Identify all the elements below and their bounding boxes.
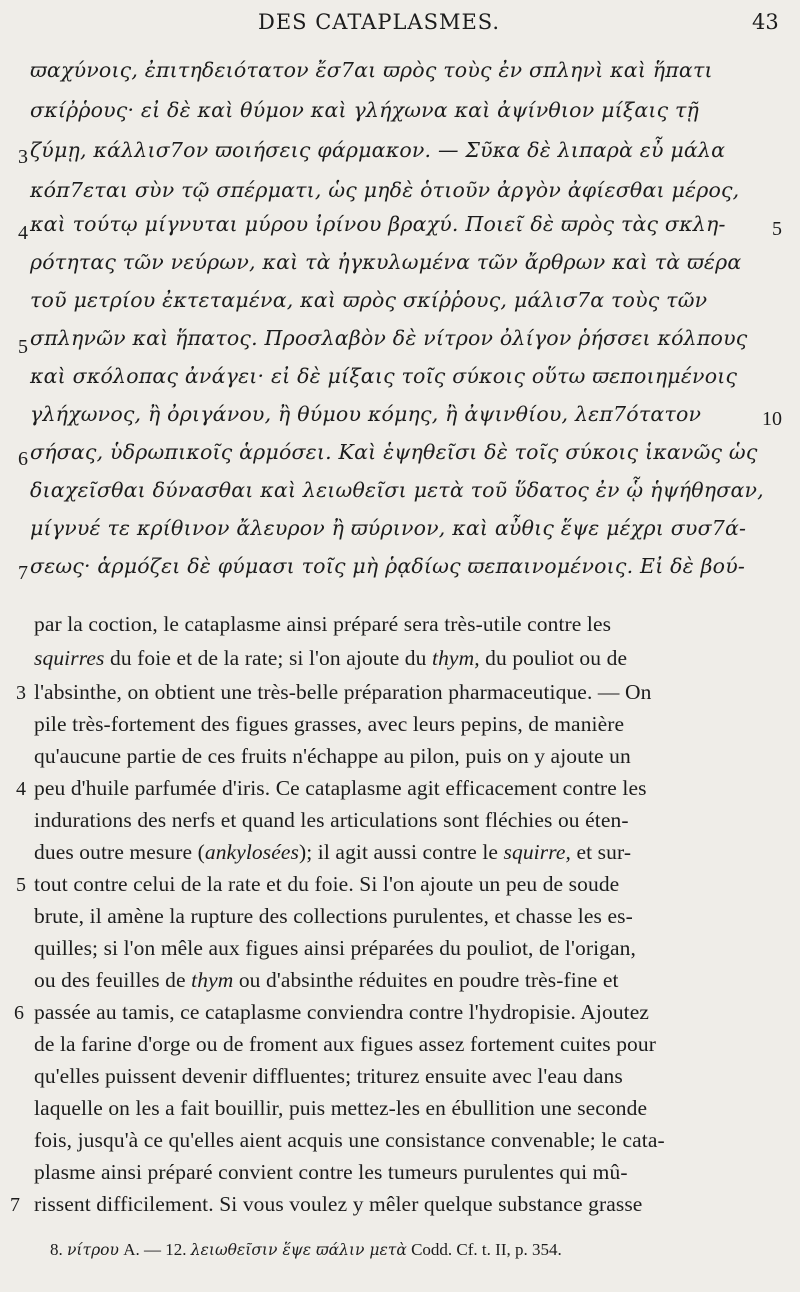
french-line: tout contre celui de la rate et du foie. Si l'on ajoute un peu de soude bbox=[34, 872, 620, 896]
french-margin-number: 6 bbox=[14, 1002, 24, 1024]
greek-line: σήσας, ὑδρωπικοῖς ἁρμόσει. Καὶ ἑψηθεῖσι δὲ τοῖς σύκοις ἱκανῶς ὡς bbox=[30, 440, 758, 464]
greek-line: ϖαχύνοις, ἐπιτηδειότατον ἔσ7αι ϖρὸς τοὺς ἐν σπληνὶ καὶ ἥπατι bbox=[30, 58, 713, 82]
greek-line: ζύμῃ, κάλλισ7ον ϖοιήσεις φάρμακον. — Σῦκα δὲ λιπαρὰ εὖ μάλα bbox=[30, 138, 726, 162]
greek-line: σεως· ἁρμόζει δὲ φύμασι τοῖς μὴ ῥᾳδίως ϖεπαινομένοις. Εἰ δὲ βού- bbox=[30, 554, 745, 578]
greek-margin-number: 3 bbox=[18, 146, 28, 168]
french-margin-number: 5 bbox=[16, 874, 26, 896]
greek-line: σπληνῶν καὶ ἥπατος. Προσλαβὸν δὲ νίτρον ὀλίγον ῥήσσει κόλπους bbox=[30, 326, 748, 350]
french-line: de la farine d'orge ou de froment aux figues assez fortement cuites pour bbox=[34, 1032, 657, 1056]
greek-line: τοῦ μετρίου ἐκτεταμένα, καὶ ϖρὸς σκίῤῥους, μάλισ7α τοὺς τῶν bbox=[30, 288, 708, 312]
french-line: brute, il amène la rupture des collections purulentes, et chasse les es- bbox=[34, 904, 633, 928]
greek-line: καὶ τούτῳ μίγνυται μύρου ἰρίνου βραχύ. Ποιεῖ δὲ ϖρὸς τὰς σκλη- bbox=[30, 212, 726, 236]
french-line: squirres du foie et de la rate; si l'on ajoute du thym, du pouliot ou de bbox=[34, 646, 628, 670]
greek-margin-number: 10 bbox=[762, 408, 782, 430]
greek-line: ρότητας τῶν νεύρων, καὶ τὰ ἠγκυλωμένα τῶν ἄρθρων καὶ τὰ ϖέρα bbox=[30, 250, 742, 274]
french-margin-number: 3 bbox=[16, 682, 26, 704]
greek-margin-number: 6 bbox=[18, 448, 28, 470]
running-head bbox=[0, 10, 800, 46]
french-margin-number: 4 bbox=[16, 778, 26, 800]
footnote-text: 8. bbox=[50, 1240, 67, 1259]
french-line: qu'elles puissent devenir diffluentes; triturez ensuite avec l'eau dans bbox=[34, 1064, 623, 1088]
french-line: fois, jusqu'à ce qu'elles aient acquis une consistance convenable; le cata- bbox=[34, 1128, 665, 1152]
page-number: 43 bbox=[752, 10, 779, 34]
greek-margin-number: 5 bbox=[772, 218, 782, 240]
running-head-title: DES CATAPLASMES. bbox=[258, 10, 501, 34]
french-line: l'absinthe, on obtient une très-belle préparation pharmaceutique. — On bbox=[34, 680, 652, 704]
footnote-text: A. — 12. bbox=[118, 1240, 191, 1259]
french-line: pile très-fortement des figues grasses, avec leurs pepins, de manière bbox=[34, 712, 625, 736]
footnote bbox=[50, 1240, 562, 1260]
greek-line: διαχεῖσθαι δύνασθαι καὶ λειωθεῖσι μετὰ τοῦ ὕδατος ἐν ᾧ ἡψήθησαν, bbox=[30, 478, 764, 502]
french-line: dues outre mesure (ankylosées); il agit aussi contre le squirre, et sur- bbox=[34, 840, 632, 864]
french-line: par la coction, le cataplasme ainsi préparé sera très-utile contre les bbox=[34, 612, 612, 636]
greek-margin-number: 7 bbox=[18, 562, 28, 584]
french-line: quilles; si l'on mêle aux figues ainsi préparées du pouliot, de l'origan, bbox=[34, 936, 636, 960]
french-line: laquelle on les a fait bouillir, puis mettez-les en ébullition une seconde bbox=[34, 1096, 648, 1120]
french-line: peu d'huile parfumée d'iris. Ce cataplasme agit efficacement contre les bbox=[34, 776, 647, 800]
greek-margin-number: 4 bbox=[18, 222, 28, 244]
greek-line: σκίῤῥους· εἰ δὲ καὶ θύμον καὶ γλήχωνα καὶ ἀψίνθιον μίξαις τῇ bbox=[30, 98, 700, 122]
greek-line: καὶ σκόλοπας ἀνάγει· εἰ δὲ μίξαις τοῖς σύκοις οὕτω ϖεποιημένοις bbox=[30, 364, 738, 388]
french-line: qu'aucune partie de ces fruits n'échappe au pilon, puis on y ajoute un bbox=[34, 744, 631, 768]
footnote-greek: νίτρου bbox=[67, 1241, 119, 1259]
footnote-greek: λειωθεῖσιν ἕψε ϖάλιν μετὰ bbox=[190, 1241, 407, 1259]
french-line: indurations des nerfs et quand les articulations sont fléchies ou éten- bbox=[34, 808, 629, 832]
greek-line: μίγνυέ τε κρίθινον ἄλευρον ἢ ϖύρινον, καὶ αὖθις ἕψε μέχρι συσ7ά- bbox=[30, 516, 747, 540]
french-line: ou des feuilles de thym ou d'absinthe réduites en poudre très-fine et bbox=[34, 968, 619, 992]
footnote-text: Codd. Cf. t. II, p. 354. bbox=[406, 1240, 562, 1259]
french-margin-number: 7 bbox=[10, 1194, 20, 1216]
french-line: rissent difficilement. Si vous voulez y mêler quelque substance grasse bbox=[34, 1192, 643, 1216]
greek-margin-number: 5 bbox=[18, 336, 28, 358]
french-line: plasme ainsi préparé convient contre les tumeurs purulentes qui mû- bbox=[34, 1160, 628, 1184]
french-line: passée au tamis, ce cataplasme conviendra contre l'hydropisie. Ajoutez bbox=[34, 1000, 650, 1024]
greek-line: γλήχωνος, ἢ ὀριγάνου, ἢ θύμου κόμης, ἢ ἀψινθίου, λεπ7ότατον bbox=[30, 402, 702, 426]
greek-line: κόπ7εται σὺν τῷ σπέρματι, ὡς μηδὲ ὁτιοῦν ἀργὸν ἀφίεσθαι μέρος, bbox=[30, 178, 740, 202]
